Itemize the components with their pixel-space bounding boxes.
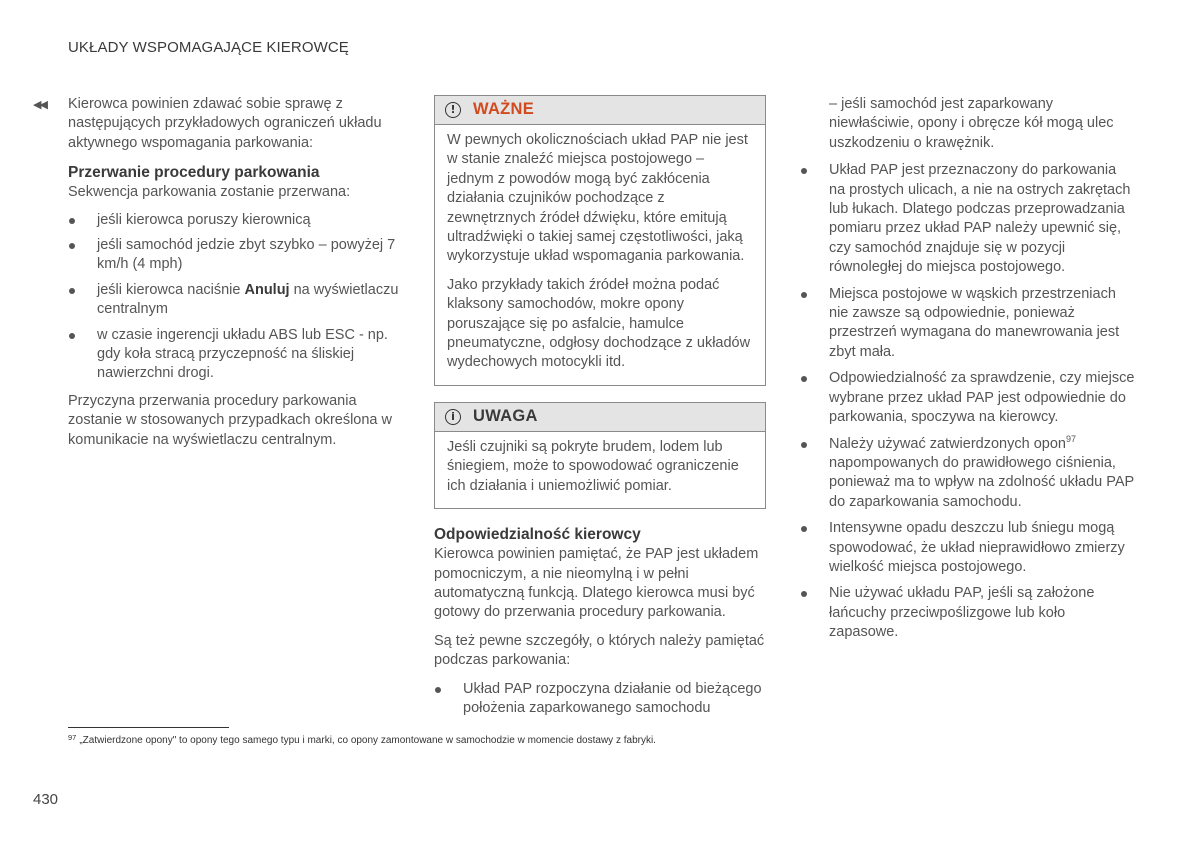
- list-item-text: napompowanych do prawidłowego ciśnienia, ponieważ ma to wpływ na zdolność układu PAP do zaparkowania samochodu.: [829, 454, 1134, 510]
- list-item: [800, 435, 1135, 513]
- list-item: jeśli kierowca poruszy kierownicą: [68, 211, 403, 230]
- section-title-responsibility: Odpowiedzialność kierowcy: [434, 526, 641, 544]
- list-item: w czasie ingerencji układu ABS lub ESC - np. gdy koła stracą przyczepność na śliskiej nawierzchni drogi.: [68, 326, 403, 384]
- list-item-text: jeśli kierowca naciśnie: [97, 281, 245, 298]
- section-lead: Sekwencja parkowania zostanie przerwana:: [68, 184, 351, 201]
- back-arrows-icon[interactable]: ◀◀: [33, 99, 46, 111]
- intro-paragraph: Kierowca powinien zdawać sobie sprawę z następujących przykładowych ograniczeń układu aktywnego wspomagania parkowania:: [68, 96, 382, 151]
- cancel-label: Anuluj: [244, 281, 290, 298]
- list-item: Odpowiedzialność za sprawdzenie, czy miejsce wybrane przez układ PAP jest odpowiednie do parkowania, spoczywa na kierowcy.: [800, 369, 1135, 427]
- column-right: [800, 95, 1135, 651]
- footnote: [68, 733, 656, 746]
- note-header: [435, 403, 765, 432]
- list-item-text: na wyświetlaczu centralnym: [97, 281, 399, 318]
- interrupt-list: [68, 211, 403, 384]
- info-icon: i: [445, 409, 461, 425]
- list-item: Układ PAP rozpoczyna działanie od bieżącego położenia zaparkowanego samochodu: [434, 680, 766, 719]
- warning-paragraph: W pewnych okolicznościach układ PAP nie jest w stanie znaleźć miejsca postojowego – jednym z powodów mogą być zakłócenia działania czujników pochodzące z zewnętrznych źródeł dźwięku, które emitują ultradźwięki o takiej samej częstotliwości, jaką wykorzystuje układ wspomagania parkowania.: [447, 132, 748, 265]
- note-box: [434, 402, 766, 509]
- details-list: [434, 680, 766, 719]
- note-body: [435, 432, 765, 508]
- warning-box: [434, 95, 766, 386]
- warning-header: [435, 96, 765, 125]
- warning-title: WAŻNE: [473, 100, 535, 119]
- page-header-title: UKŁADY WSPOMAGAJĄCE KIEROWCĘ: [68, 39, 349, 56]
- warning-body: [435, 125, 765, 385]
- closing-paragraph: Przyczyna przerwania procedury parkowania zostanie w stosowanych przypadkach określona w komunikacie na wyświetlaczu centralnym.: [68, 392, 392, 448]
- column-left: [68, 95, 403, 459]
- footnote-number: 97: [68, 733, 77, 742]
- note-paragraph: Jeśli czujniki są pokryte brudem, lodem lub śniegiem, może to spowodować ograniczenie ich działania i uniemożliwić pomiar.: [447, 438, 739, 494]
- list-item: Miejsca postojowe w wąskich przestrzeniach nie zawsze są odpowiednie, ponieważ przestrzeń wymagana do manewrowania jest zbyt mała.: [800, 285, 1135, 363]
- warning-paragraph: Jako przykłady takich źródeł można podać klaksony samochodów, mokre opony poruszające się po asfalcie, hamulce pneumatyczne, odgłosy dochodzące z układów wydechowych motocykli itd.: [447, 276, 751, 371]
- details-paragraph: Są też pewne szczegóły, o których należy pamiętać podczas parkowania:: [434, 632, 765, 669]
- responsibility-paragraph: Kierowca powinien pamiętać, że PAP jest układem pomocniczym, a nie nieomylną i w pełni automatyczną funkcją. Dlatego kierowca musi być gotowy do przerwania procedury parkowania.: [434, 546, 759, 621]
- list-item: Intensywne opadu deszczu lub śniegu mogą spowodować, że układ nieprawidłowo zmierzy wielkość miejsca postojowego.: [800, 519, 1135, 577]
- list-item: jeśli samochód jedzie zbyt szybko – powyżej 7 km/h (4 mph): [68, 236, 403, 275]
- list-item-text: Należy używać zatwierdzonych opon: [829, 435, 1066, 452]
- note-title: UWAGA: [473, 407, 538, 426]
- list-item: Układ PAP jest przeznaczony do parkowania na prostych ulicach, a nie na ostrych zakrętach lub łukach. Dlatego podczas przeprowadzania pomiaru przez układ PAP należy upewnić się, czy samochód znajduje się w pozycji równoległej do miejsca postojowego.: [800, 161, 1135, 277]
- footnote-divider: [68, 727, 229, 728]
- column-middle: [434, 95, 766, 726]
- footnote-reference[interactable]: 97: [1065, 433, 1076, 444]
- list-item: Nie używać układu PAP, jeśli są założone łańcuchy przeciwpoślizgowe lub koło zapasowe.: [800, 584, 1135, 642]
- exclamation-icon: !: [445, 102, 461, 118]
- footnote-text: „Zatwierdzone opony" to opony tego samego typu i marki, co opony zamontowane w samochodzie w momencie dostawy z fabryki.: [79, 735, 656, 746]
- page-number: 430: [33, 791, 59, 808]
- details-list-continued: [800, 161, 1135, 642]
- section-title-interrupt: Przerwanie procedury parkowania: [68, 164, 320, 182]
- list-item: [68, 281, 403, 320]
- continuation-text: – jeśli samochód jest zaparkowany niewłaściwie, opony i obręcze kół mogą ulec uszkodzeniu o krawężnik.: [829, 96, 1114, 151]
